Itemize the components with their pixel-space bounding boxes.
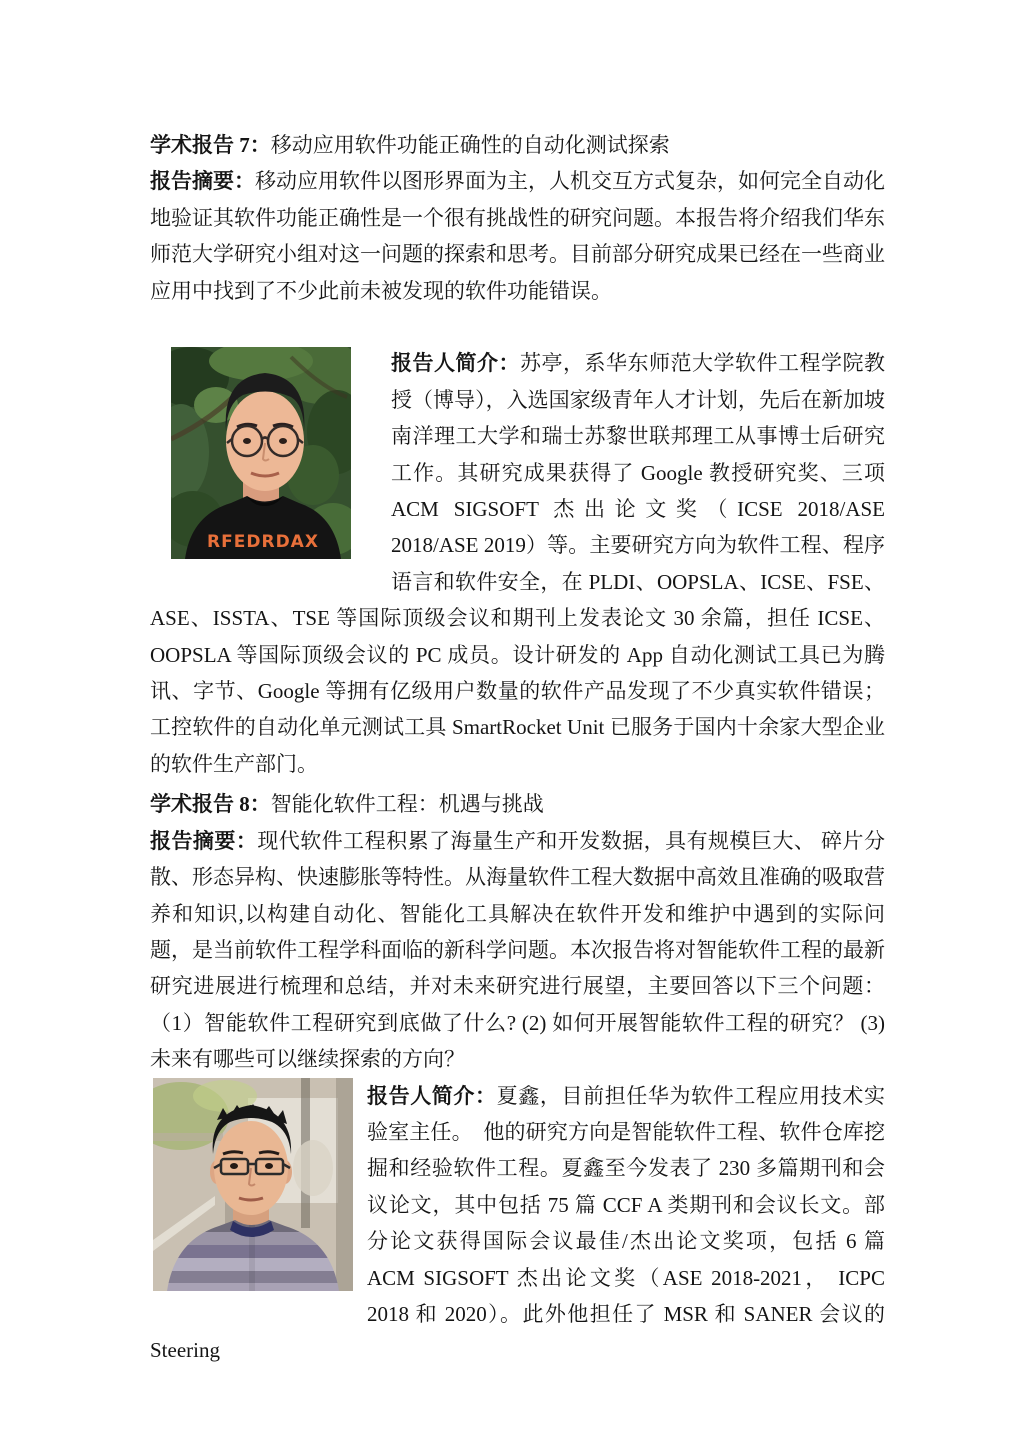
talk7-abstract-label: 报告摘要： xyxy=(150,169,255,194)
talk7-bio-label: 报告人简介： xyxy=(391,351,520,376)
talk7-heading xyxy=(150,127,885,163)
talk8-abstract-text: 现代软件工程积累了海量生产和开发数据，具有规模巨大、 碎片分散、形态异构、快速膨胀等特性。从海量软件工程大数据中高效且准确的吸取营养和知识,以构建自动化、智能化工具解决在软件开发和维护中遇到的实际问题，是当前软件工程学科面临的新科学问题。本次报告将对智能软件工程的最新研究进展进行梳理和总结，并对未来研究进行展望，主要回答以下三个问题：（1）智能软件工程研究到底做了什么? (2) 如何开展智能软件工程的研究？ (3) 未来有哪些可以继续探索的方向？ xyxy=(150,828,886,1072)
talk8-heading-title: 智能化软件工程：机遇与挑战 xyxy=(270,792,544,817)
talk7-heading-title: 移动应用软件功能正确性的自动化测试探索 xyxy=(270,133,670,157)
talk7-bio-text: 苏亭，系华东师范大学软件工程学院教授（博导），入选国家级青年人才计划，先后在新加坡南洋理工大学和瑞士苏黎世联邦理工从事博士后研究工作。其研究成果获得了 Google 教授研究奖、三项 ACM SIGSOFT 杰出论文奖（ICSE 2018/ASE 2018/ASE 2019）等。主要研究方向为软件工程、程序语言和软件安全，在 PLDI、OOPSLA、ICSE、FSE、ASE、ISSTA、TSE 等国际顶级会议和期刊上发表论文 30 余篇，担任 ICSE、OOPSLA 等国际顶级会议的 PC 成员。设计研发的 App 自动化测试工具已为腾讯、字节、Google 等拥有亿级用户数量的软件产品发现了不少真实软件错误；工控软件的自动化单元测试工具 SmartRocket Unit 已服务于国内十余家大型企业的软件生产部门。 xyxy=(150,351,885,776)
talk8-heading-label: 学术报告 8： xyxy=(150,792,271,817)
shirt-print-text: RFEDRDAX xyxy=(207,532,319,553)
talk7-heading-label: 学术报告 7： xyxy=(150,133,271,157)
talk8-bio-label: 报告人简介： xyxy=(367,1083,497,1108)
talk7-bio-section xyxy=(150,345,885,782)
talk8-bio-text: 夏鑫，目前担任华为软件工程应用技术实验室主任。 他的研究方向是智能软件工程、软件仓库挖掘和经验软件工程。夏鑫至今发表了 230 多篇期刊和会议论文，其中包括 75 篇 CCF A 类期刊和会议长文。部分论文获得国际会议最佳/杰出论文奖项，包括 6 篇 ACM SIGSOFT 杰出论文奖（ASE 2018-2021， ICPC 2018 和 2020）。此外他担任了 MSR 和 SANER 会议的 Steering xyxy=(150,1083,886,1363)
talk7-abstract xyxy=(150,163,885,309)
blank-line xyxy=(150,309,885,345)
talk8-abstract-label: 报告摘要： xyxy=(150,828,258,853)
talk7-abstract-text: 移动应用软件以图形界面为主，人机交互方式复杂，如何完全自动化地验证其软件功能正确性是一个很有挑战性的研究问题。本报告将介绍我们华东师范大学研究小组对这一问题的探索和思考。目前部分研究成果已经在一些商业应用中找到了不少此前未被发现的软件功能错误。 xyxy=(150,169,885,303)
talk8-bio-section xyxy=(150,1078,885,1369)
speaker-photo-su-ting-illustration xyxy=(171,347,351,559)
speaker-photo-xia-xin xyxy=(153,1078,353,1291)
speaker-photo-xia-xin-illustration xyxy=(153,1078,353,1291)
talk8-heading xyxy=(150,786,885,822)
talk8-abstract xyxy=(150,823,885,1078)
speaker-photo-su-ting xyxy=(171,347,351,559)
